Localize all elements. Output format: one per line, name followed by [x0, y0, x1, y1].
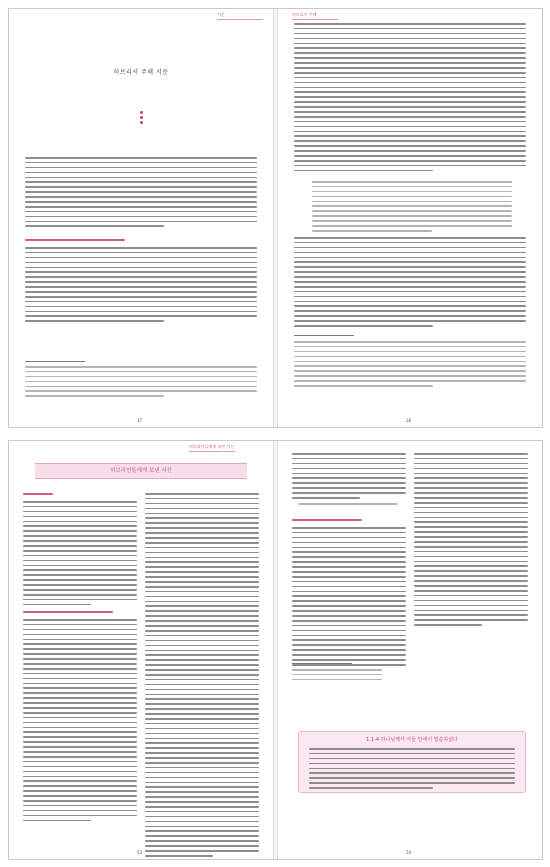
subheading-marker: [25, 239, 125, 244]
page-38: [277, 9, 542, 427]
body-text-block-2: [25, 247, 257, 325]
footnote-rule: [292, 663, 352, 664]
callout-text: [309, 748, 515, 792]
col1-text: [23, 501, 137, 609]
page-37: [9, 9, 274, 427]
page-53: [9, 441, 274, 859]
footnotes: [25, 366, 257, 400]
col1-heading-marker: [23, 493, 53, 498]
page-number: 37: [137, 418, 143, 423]
page-54: [277, 441, 542, 859]
footnotes: [292, 669, 382, 684]
col1-subheading-marker: [23, 611, 113, 616]
running-head: 히브리인들에게 보낸 서신: [189, 444, 235, 452]
col1-text-2: [292, 527, 406, 674]
running-head: 서문: [217, 12, 263, 20]
footnote-rule: [25, 361, 85, 362]
section-title: 히브리인들에게 보낸 서신: [35, 463, 247, 479]
block-quote: [312, 181, 512, 235]
page-number: 54: [406, 850, 412, 855]
body-text-block: [25, 157, 257, 230]
col1-text-2: [23, 619, 137, 824]
body-text-block: [294, 23, 526, 175]
col2-text: [414, 453, 528, 629]
col1-subheading-marker: [292, 519, 362, 524]
bottom-spread: [8, 440, 543, 860]
running-head: 히브리서 주해: [292, 12, 338, 20]
callout-title: 1.1-4 하나님께서 아들 안에서 말씀하셨다: [366, 737, 458, 743]
col2-text: [145, 493, 259, 859]
col1-text: [292, 453, 406, 502]
col1-footnote: [298, 503, 398, 508]
page-number: 38: [406, 418, 412, 423]
callout-box: [298, 731, 526, 793]
body-text-block-2: [294, 237, 526, 330]
chapter-title: 히브리서 주해 서문: [113, 69, 169, 76]
footnote-rule: [294, 335, 354, 336]
page-number: 53: [137, 850, 143, 855]
footnotes: [294, 341, 526, 390]
top-spread: [8, 8, 543, 428]
ornament-dots-icon: [137, 111, 145, 126]
